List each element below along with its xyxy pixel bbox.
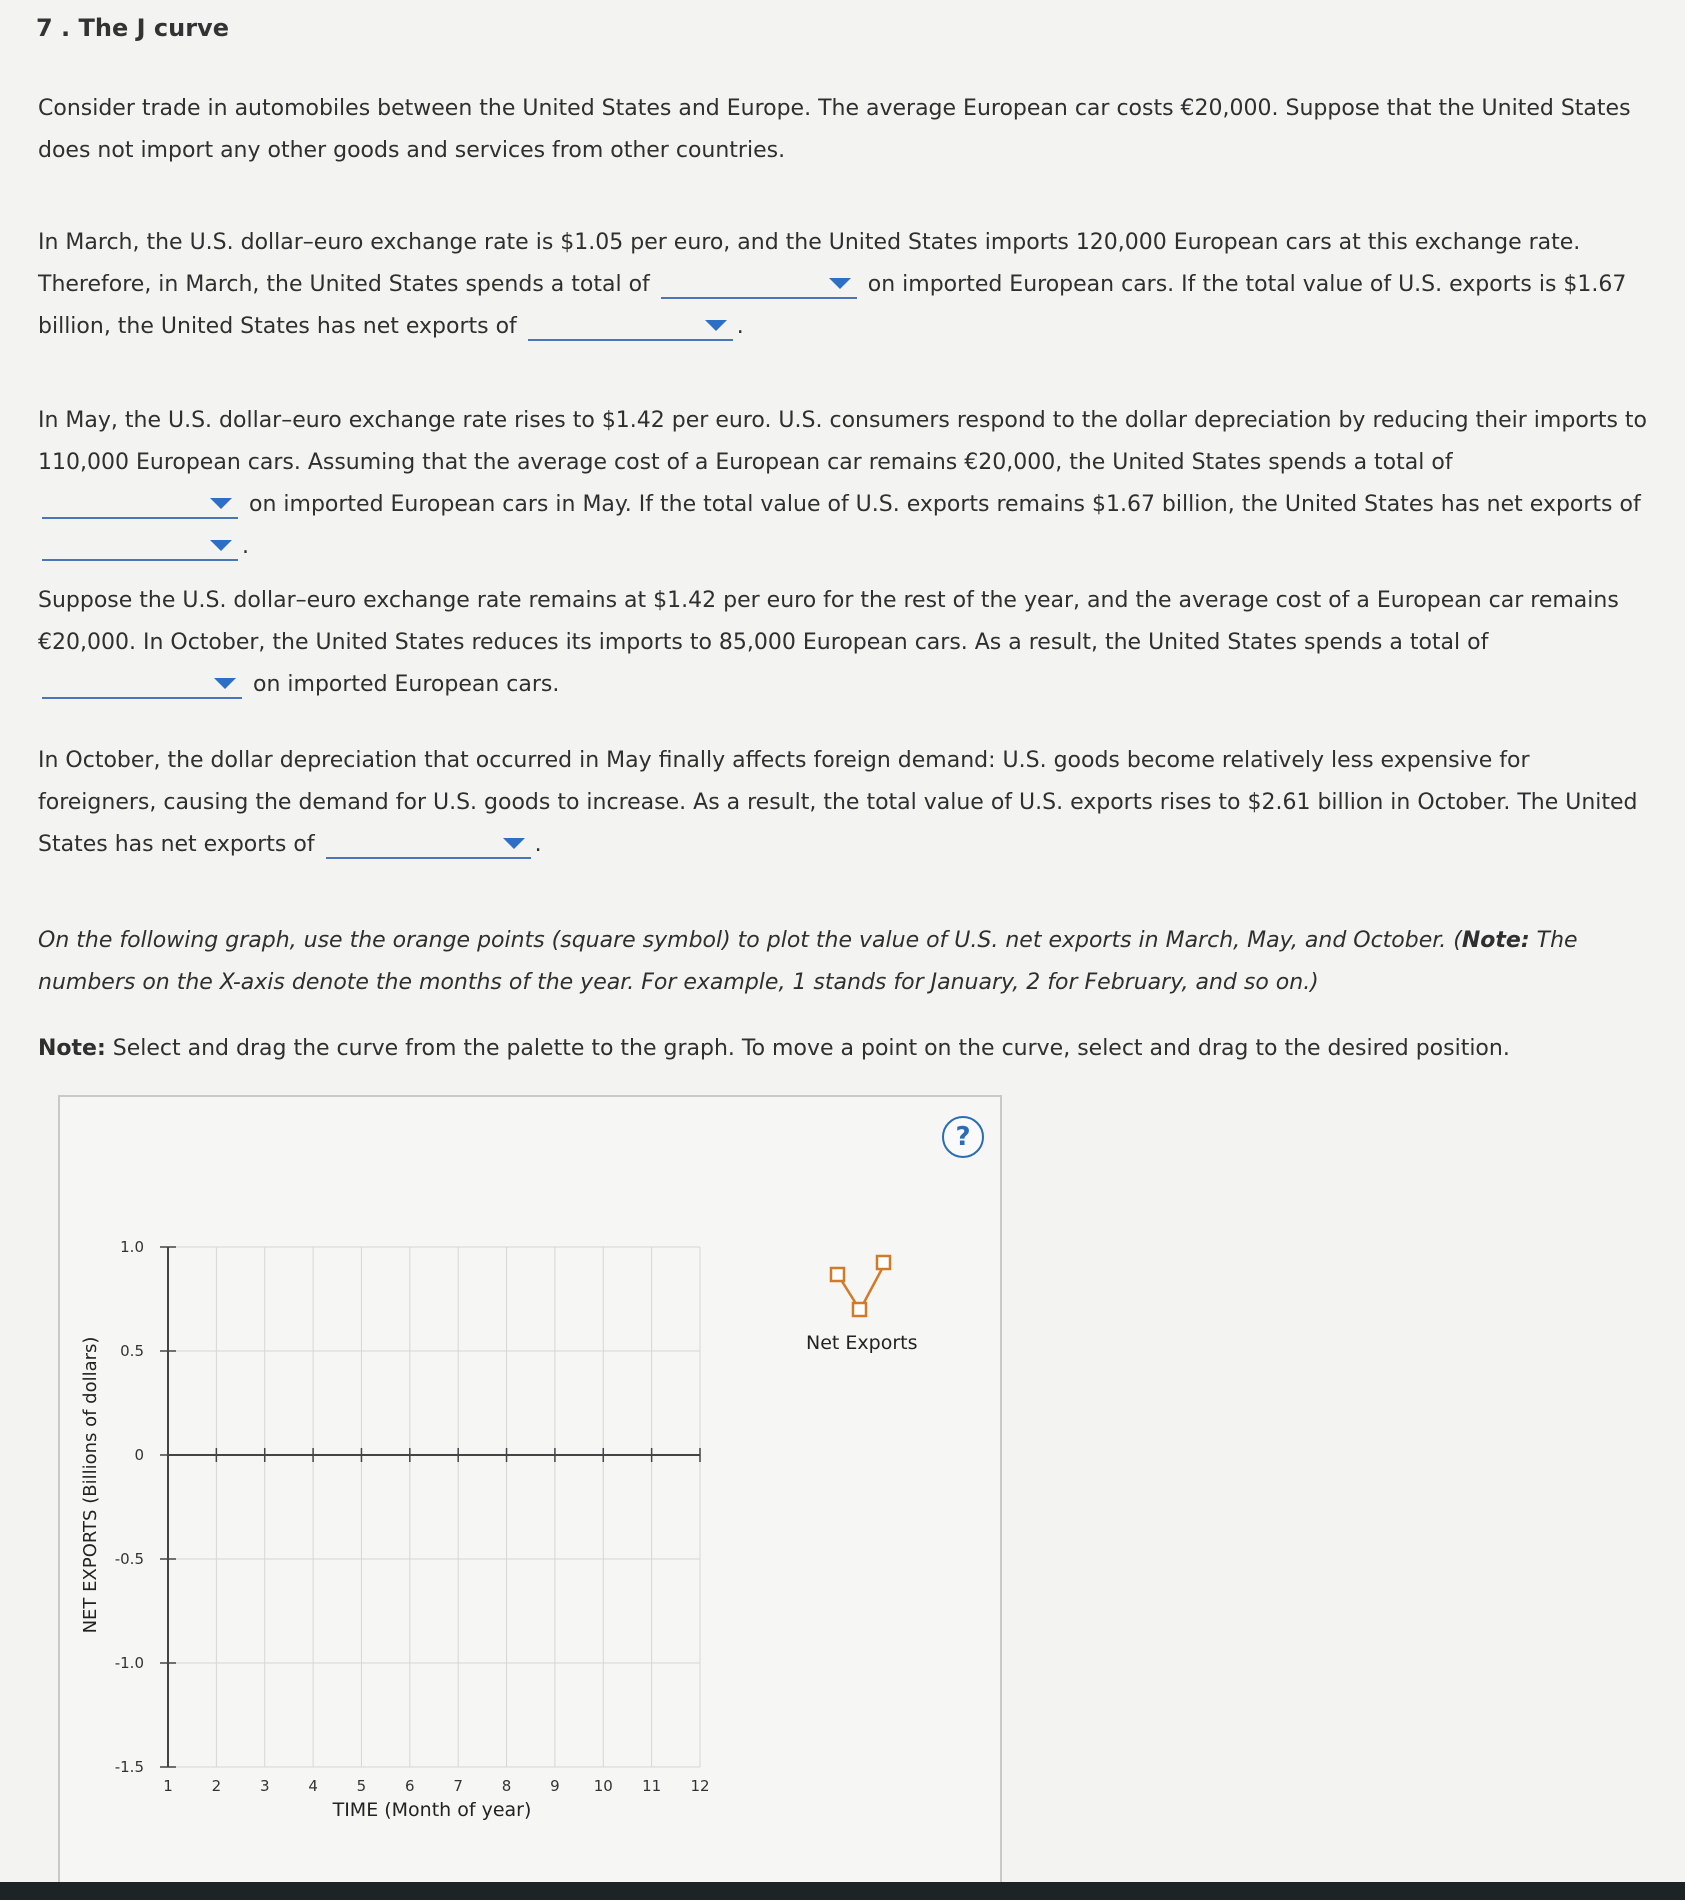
may-text-a: In May, the U.S. dollar–euro exchange rate rises to $1.42 per euro. U.S. consumers respond to the dollar depreciation by reducing their imports to 110,000 European cars. Assuming that the average cost of a European car remains €20,000, the United States spends a total of — [38, 408, 1647, 475]
october-exports-paragraph — [38, 740, 1648, 866]
graph-instructions-b: The numbers on the X-axis denote the months of the year. For example, 1 stands for January, 2 for February, and so on.) — [38, 928, 1578, 995]
period: . — [242, 534, 249, 559]
march-net-exports-dropdown[interactable] — [528, 313, 733, 341]
may-text-b: on imported European cars in May. If the total value of U.S. exports remains $1.67 billion, the United States has net exports of — [249, 492, 1641, 517]
x-tick-label: 5 — [356, 1777, 367, 1795]
y-tick-label: 0.5 — [120, 1342, 144, 1360]
intro-paragraph — [38, 88, 1648, 172]
intro-text: Consider trade in automobiles between the United States and Europe. The average European car costs €20,000. Suppose that the United States does not import any other goods and services from other countries. — [38, 96, 1631, 163]
y-axis-label: NET EXPORTS (Billions of dollars) — [80, 1336, 101, 1634]
chevron-down-icon — [829, 278, 851, 289]
may-spending-dropdown[interactable] — [42, 491, 238, 519]
x-tick-label: 12 — [690, 1777, 710, 1795]
x-tick-label: 11 — [642, 1777, 662, 1795]
x-tick-label: 2 — [211, 1777, 222, 1795]
chevron-down-icon — [214, 678, 236, 689]
october-exports-text: In October, the dollar depreciation that occurred in May finally affects foreign demand: U.S. goods become relatively less expensive for foreigners, causing the demand for U.S. goods to increase. As a result, the total value of U.S. exports rises to $2.61 billion in October. The United States has net exports of — [38, 748, 1638, 857]
period: . — [736, 314, 744, 339]
october-imports-paragraph — [38, 580, 1648, 706]
y-tick-label: -1.0 — [114, 1654, 144, 1672]
graph-instructions-a: On the following graph, use the orange points (square symbol) to plot the value of U.S. net exports in March, May, and October. ( — [38, 928, 1462, 953]
graph-instructions — [38, 920, 1648, 1004]
j-curve-point — [877, 1256, 890, 1269]
drag-note-text: Select and drag the curve from the palette to the graph. To move a point on the curve, select and drag to the desired position. — [105, 1036, 1510, 1061]
period: . — [534, 832, 542, 857]
j-curve-point — [853, 1303, 866, 1316]
chevron-down-icon — [210, 540, 232, 551]
screen-edge — [0, 1882, 1685, 1900]
x-tick-label: 9 — [550, 1777, 560, 1795]
help-icon[interactable]: ? — [942, 1116, 984, 1158]
x-tick-label: 10 — [593, 1777, 613, 1795]
march-paragraph — [38, 222, 1648, 348]
chevron-down-icon — [210, 498, 232, 509]
y-tick-label: 0 — [134, 1446, 144, 1464]
october-text-b: on imported European cars. — [253, 672, 560, 697]
question-title: 7 . The J curve — [36, 14, 229, 42]
chevron-down-icon — [705, 320, 727, 331]
y-tick-label: 1.0 — [120, 1238, 144, 1256]
october-text-a: Suppose the U.S. dollar–euro exchange rate remains at $1.42 per euro for the rest of the year, and the average cost of a European car remains €20,000. In October, the United States reduces its imports to 85,000 European cars. As a result, the United States spends a total of — [38, 588, 1619, 655]
may-net-exports-dropdown[interactable] — [42, 533, 238, 561]
x-tick-label: 1 — [163, 1777, 173, 1795]
x-tick-label: 3 — [259, 1777, 270, 1795]
x-tick-label: 6 — [405, 1777, 415, 1795]
march-text-b: on imported European cars. If the total value of U.S. exports is $1.67 billion, the United States has net exports of — [38, 272, 1627, 339]
y-tick-label: -1.5 — [114, 1758, 144, 1776]
may-paragraph — [38, 400, 1648, 568]
note-label: Note: — [38, 1036, 106, 1061]
x-axis-label: TIME (Month of year) — [332, 1799, 532, 1821]
october-spending-dropdown[interactable] — [42, 671, 242, 699]
x-tick-label: 4 — [308, 1777, 318, 1795]
y-tick-label: -0.5 — [114, 1550, 144, 1568]
march-text-a: In March, the U.S. dollar–euro exchange rate is $1.05 per euro, and the United States imports 120,000 European cars at this exchange rate. Therefore, in March, the United States spends a total of — [38, 230, 1581, 297]
x-tick-label: 8 — [501, 1777, 512, 1795]
x-tick-label: 7 — [453, 1777, 463, 1795]
chevron-down-icon — [503, 838, 525, 849]
j-curve-point — [831, 1268, 844, 1281]
october-net-exports-dropdown[interactable] — [326, 831, 531, 859]
march-spending-dropdown[interactable] — [661, 271, 857, 299]
palette-label: Net Exports — [806, 1332, 918, 1354]
note-label: Note: — [1461, 928, 1530, 953]
drag-note — [38, 1028, 1648, 1070]
graph-panel — [58, 1095, 1002, 1884]
